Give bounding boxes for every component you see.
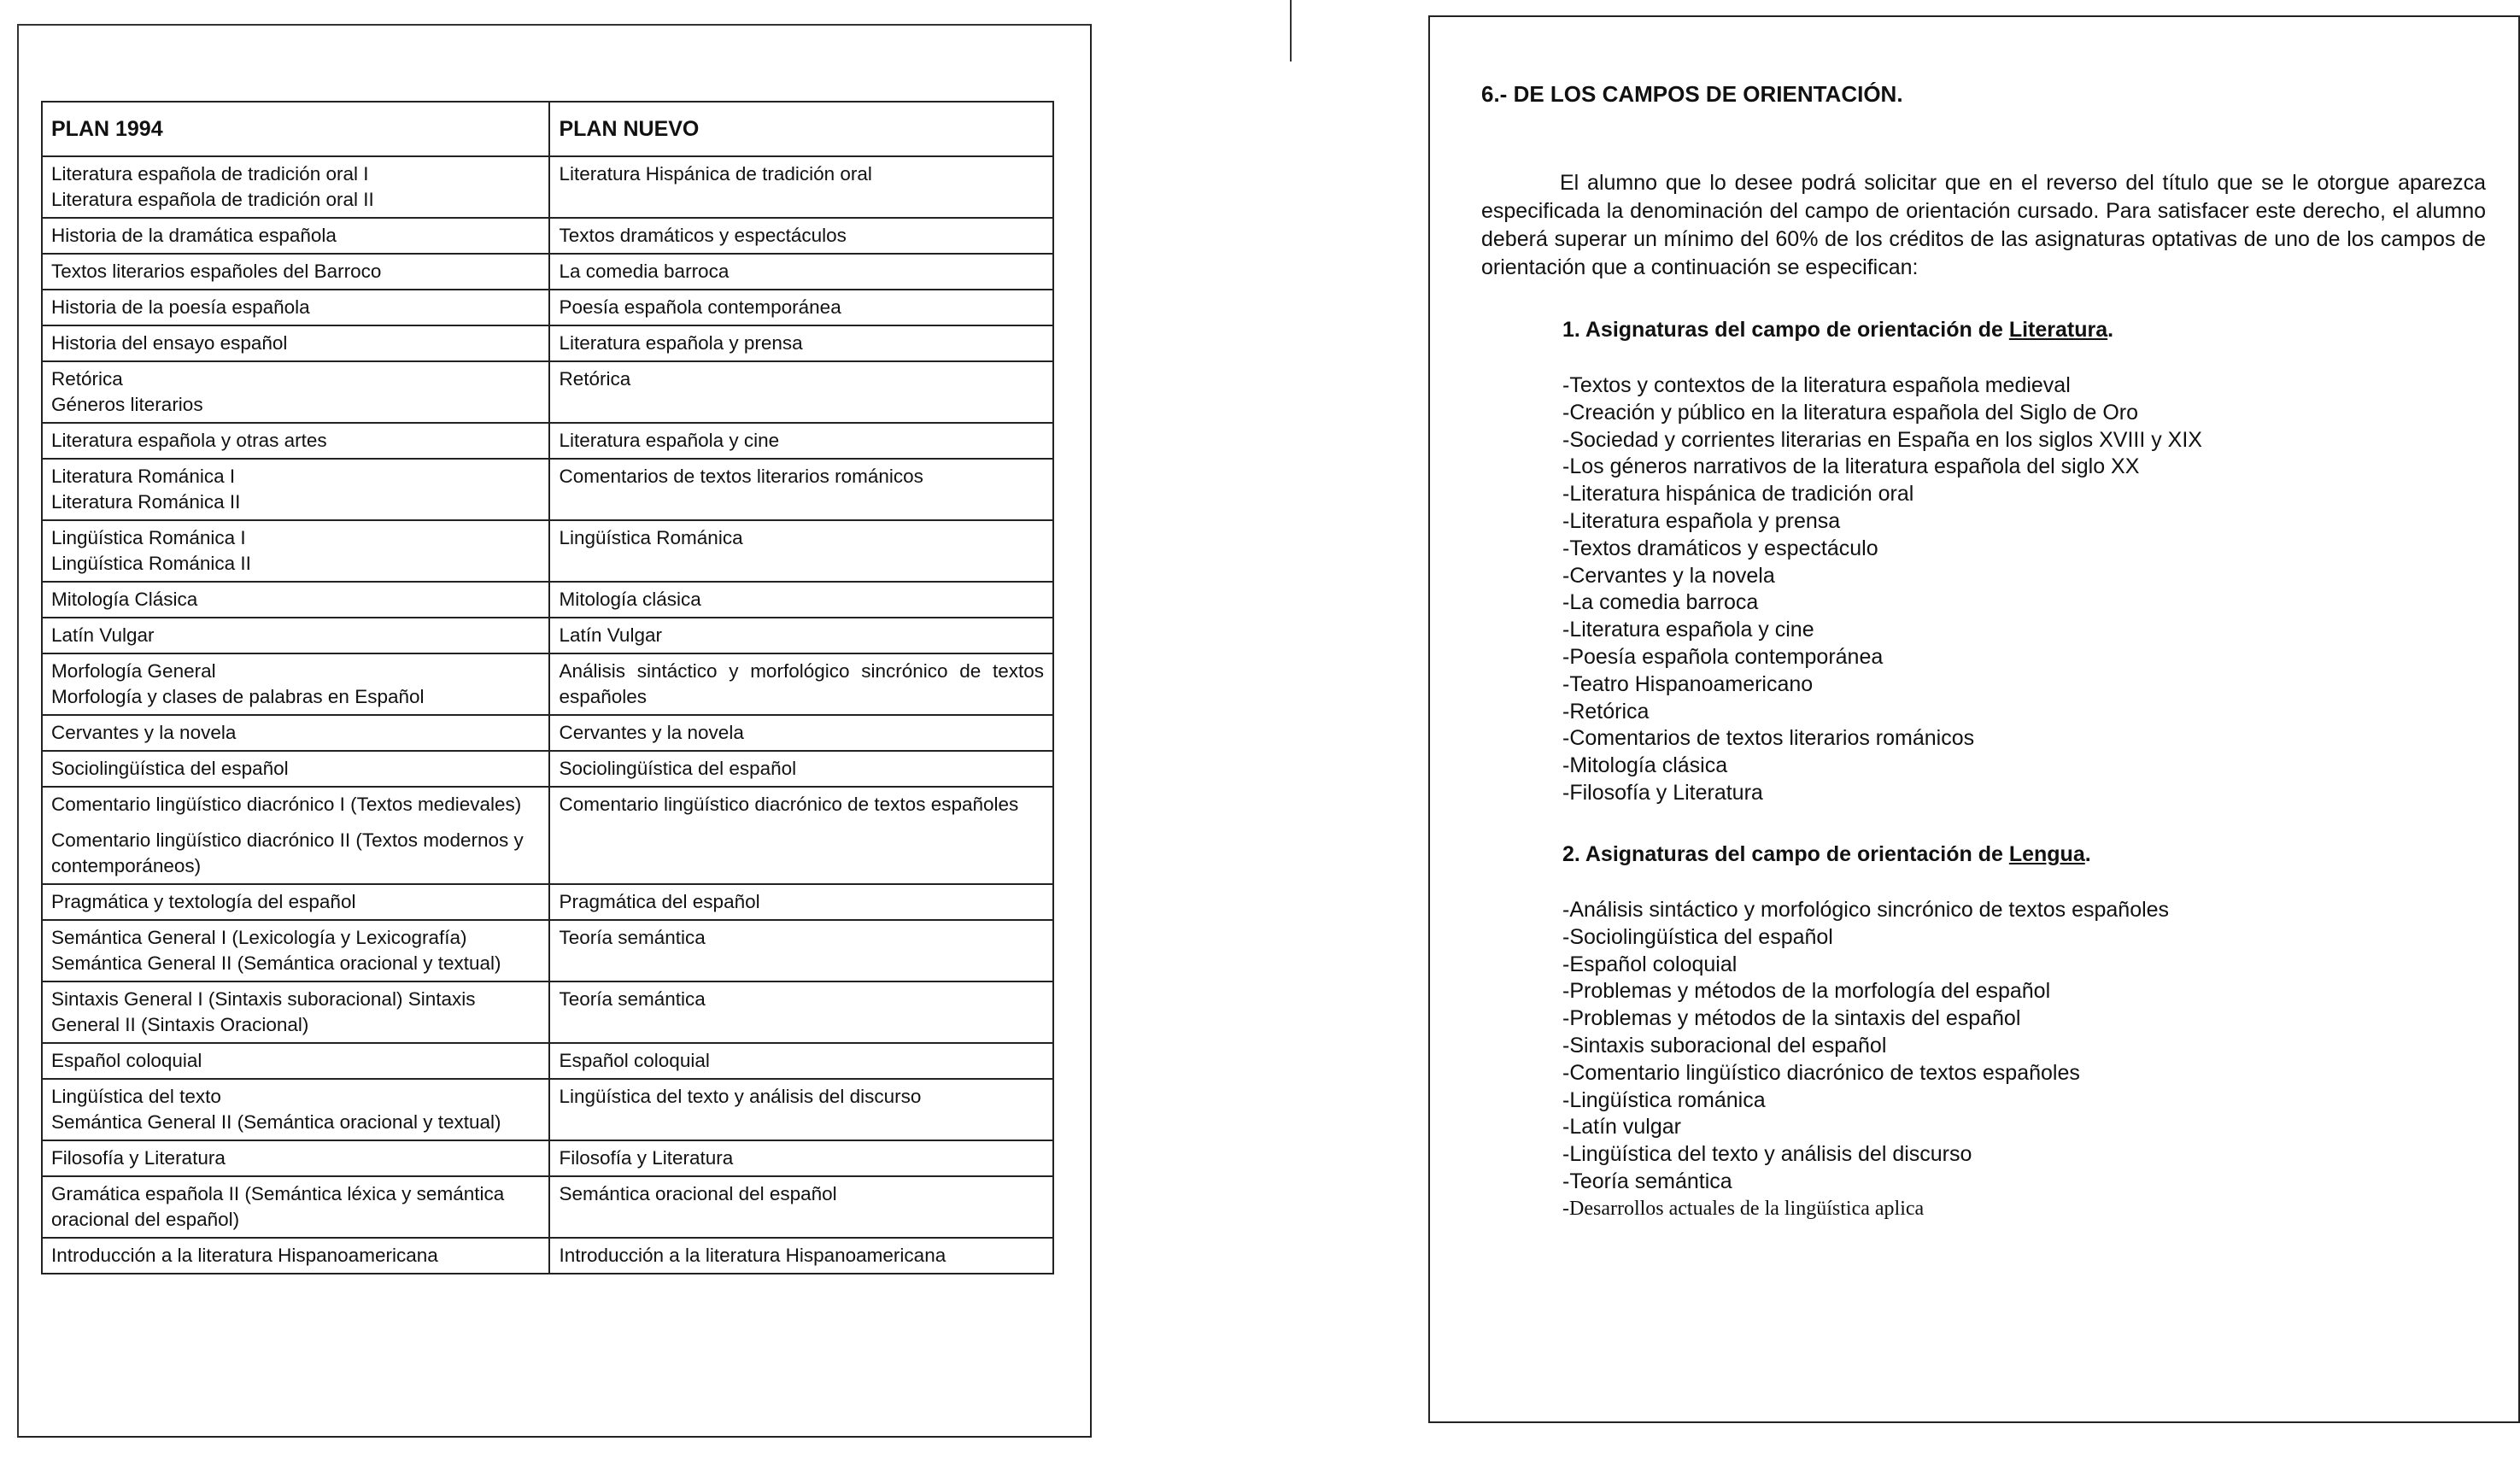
section-1-title-prefix: 1. Asignaturas del campo de orientación de [1562, 318, 2009, 342]
cell-line: Mitología Clásica [51, 589, 198, 610]
subject-item: -Literatura hispánica de tradición oral [1562, 482, 1914, 507]
table-row [42, 582, 1053, 618]
intro-paragraph [1481, 169, 2486, 282]
plan-nuevo-cell [549, 156, 1053, 218]
header-plan-1994: PLAN 1994 [42, 102, 549, 156]
plan-1994-cell [42, 653, 549, 715]
cell-line: Comentario lingüístico diacrónico II (Textos modernos y contemporáneos) [51, 829, 524, 876]
cell-line: Comentario lingüístico diacrónico de textos españoles [559, 794, 1019, 815]
plan-nuevo-cell [549, 1238, 1053, 1274]
table-row [42, 751, 1053, 787]
plan-nuevo-cell [549, 1176, 1053, 1238]
cell-line: Historia de la dramática española [51, 225, 337, 246]
table-row [42, 981, 1053, 1043]
cell-line: Literatura Románica II [51, 491, 241, 513]
subject-item: -Latín vulgar [1562, 1115, 1681, 1140]
plan-nuevo-cell [549, 618, 1053, 653]
cell-line: Teoría semántica [559, 988, 706, 1010]
plan-nuevo-cell [549, 884, 1053, 920]
plan-nuevo-cell [549, 582, 1053, 618]
cell-line: Filosofía y Literatura [51, 1147, 226, 1169]
cell-line: Sociolingüística del español [559, 758, 797, 779]
cell-line: Cervantes y la novela [559, 722, 744, 743]
plan-1994-cell [42, 981, 549, 1043]
cell-line: Morfología General [51, 660, 216, 682]
plan-1994-cell [42, 1238, 549, 1274]
table-row [42, 254, 1053, 290]
plan-nuevo-cell [549, 1079, 1053, 1140]
plan-1994-cell [42, 459, 549, 520]
subject-item: -Problemas y métodos de la sintaxis del español [1562, 1006, 2021, 1031]
table-row [42, 1043, 1053, 1079]
cell-line: Morfología y clases de palabras en Español [51, 686, 425, 707]
table-row [42, 618, 1053, 653]
plan-nuevo-cell [549, 787, 1053, 884]
plan-nuevo-cell [549, 981, 1053, 1043]
plan-1994-cell [42, 787, 549, 884]
plan-nuevo-cell [549, 1043, 1053, 1079]
cell-line: Semántica General II (Semántica oracional y textual) [51, 1111, 501, 1133]
subject-item: -Sociedad y corrientes literarias en España en los siglos XVIII y XIX [1562, 427, 2202, 452]
cell-line: Textos literarios españoles del Barroco [51, 261, 382, 282]
cell-line: Literatura española de tradición oral II [51, 189, 374, 210]
plan-1994-cell [42, 1176, 549, 1238]
table-header-row [42, 102, 1053, 156]
cell-spacer [51, 817, 540, 828]
subject-item: -Textos y contextos de la literatura española medieval [1562, 373, 2071, 397]
table-row [42, 290, 1053, 325]
subject-item: -Retórica [1562, 699, 1650, 724]
cell-line: Literatura Románica I [51, 466, 236, 487]
plan-nuevo-cell [549, 254, 1053, 290]
plan-1994-cell [42, 254, 549, 290]
plan-1994-cell [42, 920, 549, 981]
right-page [1428, 15, 2520, 1423]
plan-1994-cell [42, 751, 549, 787]
section-1-title-suffix: . [2107, 318, 2114, 342]
section-1-title [1562, 318, 2113, 343]
cell-line: Textos dramáticos y espectáculos [559, 225, 847, 246]
lengua-subject-list [1562, 897, 2169, 1223]
plan-1994-cell [42, 156, 549, 218]
plan-1994-cell [42, 884, 549, 920]
table-row [42, 423, 1053, 459]
cell-line: Comentario lingüístico diacrónico I (Textos medievales) [51, 794, 522, 815]
header-plan-nuevo: PLAN NUEVO [549, 102, 1053, 156]
cell-line: Sintaxis General I (Sintaxis suboracional) Sintaxis General II (Sintaxis Oracional) [51, 988, 476, 1035]
cell-line: Pragmática del español [559, 891, 760, 912]
subject-item: -Cervantes y la novela [1562, 563, 1775, 588]
cell-line: Latín Vulgar [51, 624, 155, 646]
plan-1994-cell [42, 290, 549, 325]
table-row [42, 1238, 1053, 1274]
cell-line: La comedia barroca [559, 261, 730, 282]
plan-1994-cell [42, 715, 549, 751]
table-row [42, 459, 1053, 520]
plan-nuevo-cell [549, 520, 1053, 582]
subject-item: -Problemas y métodos de la morfología del español [1562, 979, 2051, 1004]
intro-text: El alumno que lo desee podrá solicitar que en el reverso del título que se le otorgue aparezca especificada la denominación del campo de orientación cursado. Para satisfacer este derecho, el alumno deberá superar un mínimo del 60% de los créditos de las asignaturas optativas de uno de los campos de orientación que a continuación se especifican: [1481, 171, 2486, 279]
cell-line: Semántica oracional del español [559, 1183, 837, 1204]
subject-item: -Análisis sintáctico y morfológico sincrónico de textos españoles [1562, 898, 2170, 922]
plan-nuevo-cell [549, 218, 1053, 254]
subject-item: -Teatro Hispanoamericano [1562, 671, 1814, 696]
plan-nuevo-cell [549, 290, 1053, 325]
subject-item: -Desarrollos actuales de la lingüística aplica [1562, 1197, 1925, 1220]
scan-mark [1290, 0, 1292, 62]
cell-line: Literatura española y otras artes [51, 430, 327, 451]
cell-line: Español coloquial [559, 1050, 710, 1071]
subject-item: -Literatura española y cine [1562, 618, 1814, 642]
cell-line: Latín Vulgar [559, 624, 662, 646]
left-page [17, 24, 1092, 1438]
plan-nuevo-cell [549, 751, 1053, 787]
table-row [42, 361, 1053, 423]
subject-item: -Comentarios de textos literarios románicos [1562, 726, 1975, 751]
subject-item: -Mitología clásica [1562, 753, 1728, 778]
cell-line: Pragmática y textología del español [51, 891, 356, 912]
subject-item: -Español coloquial [1562, 952, 1738, 976]
section-2-title-suffix: . [2084, 842, 2091, 866]
plan-1994-cell [42, 618, 549, 653]
cell-line: Retórica [51, 368, 123, 390]
table-row [42, 156, 1053, 218]
subject-item: -Sintaxis suboracional del español [1562, 1033, 1887, 1058]
cell-line: Teoría semántica [559, 927, 706, 948]
plan-nuevo-cell [549, 361, 1053, 423]
table-row [42, 884, 1053, 920]
table-row [42, 1140, 1053, 1176]
plan-1994-cell [42, 423, 549, 459]
cell-line: Comentarios de textos literarios románicos [559, 466, 923, 487]
subject-item: -Creación y público en la literatura española del Siglo de Oro [1562, 400, 2138, 425]
plan-1994-cell [42, 1043, 549, 1079]
subject-item: -Filosofía y Literatura [1562, 780, 1763, 805]
plan-comparison-table [41, 101, 1054, 1274]
subject-item: -Teoría semántica [1562, 1169, 1732, 1193]
table-row [42, 715, 1053, 751]
plan-1994-cell [42, 218, 549, 254]
section-1-title-field: Literatura [2008, 318, 2108, 342]
cell-line: Historia del ensayo español [51, 332, 288, 354]
cell-line: Literatura Hispánica de tradición oral [559, 163, 872, 185]
cell-line: Retórica [559, 368, 631, 390]
cell-line: Historia de la poesía española [51, 296, 310, 318]
cell-line: Géneros literarios [51, 394, 203, 415]
section-2-title-field: Lengua [2008, 842, 2085, 866]
cell-line: Introducción a la literatura Hispanoamericana [51, 1245, 438, 1266]
subject-item: -Textos dramáticos y espectáculo [1562, 536, 1878, 560]
plan-nuevo-cell [549, 325, 1053, 361]
plan-nuevo-cell [549, 920, 1053, 981]
table-row [42, 218, 1053, 254]
literatura-subject-list [1562, 372, 2202, 807]
table-row [42, 653, 1053, 715]
cell-line: Literatura española y prensa [559, 332, 803, 354]
subject-item: -Lingüística del texto y análisis del discurso [1562, 1142, 1972, 1167]
subject-item: -Poesía española contemporánea [1562, 644, 1884, 669]
plan-nuevo-cell [549, 653, 1053, 715]
table-row [42, 787, 1053, 884]
table-row [42, 520, 1053, 582]
plan-1994-cell [42, 582, 549, 618]
cell-line: Poesía española contemporánea [559, 296, 841, 318]
cell-line: Introducción a la literatura Hispanoamericana [559, 1245, 946, 1266]
plan-nuevo-cell [549, 715, 1053, 751]
plan-1994-cell [42, 325, 549, 361]
cell-line: Español coloquial [51, 1050, 202, 1071]
plan-nuevo-cell [549, 459, 1053, 520]
plan-nuevo-cell [549, 1140, 1053, 1176]
cell-line: Literatura española de tradición oral I [51, 163, 369, 185]
section-2-title [1562, 842, 2091, 867]
cell-line: Sociolingüística del español [51, 758, 289, 779]
plan-1994-cell [42, 1140, 549, 1176]
table-row [42, 1079, 1053, 1140]
cell-line: Lingüística Románica [559, 527, 743, 548]
cell-line: Análisis sintáctico y morfológico sincrónico de textos españoles [559, 660, 1044, 707]
plan-1994-cell [42, 361, 549, 423]
cell-line: Semántica General II (Semántica oracional y textual) [51, 952, 501, 974]
plan-1994-cell [42, 520, 549, 582]
cell-line: Lingüística Románica II [51, 553, 251, 574]
plan-nuevo-cell [549, 423, 1053, 459]
table-row [42, 325, 1053, 361]
subject-item: -Los géneros narrativos de la literatura española del siglo XX [1562, 454, 2140, 479]
subject-item: -Comentario lingüístico diacrónico de textos españoles [1562, 1060, 2080, 1085]
table-row [42, 1176, 1053, 1238]
table-row [42, 920, 1053, 981]
cell-line: Literatura española y cine [559, 430, 780, 451]
subject-item: -La comedia barroca [1562, 590, 1759, 615]
subject-item: -Lingüística románica [1562, 1087, 1766, 1112]
subject-item: -Sociolingüística del español [1562, 924, 1833, 949]
cell-line: Filosofía y Literatura [559, 1147, 734, 1169]
cell-line: Lingüística del texto y análisis del discurso [559, 1086, 922, 1107]
section-2-title-prefix: 2. Asignaturas del campo de orientación de [1562, 842, 2009, 866]
cell-line: Mitología clásica [559, 589, 701, 610]
table-body [42, 156, 1053, 1274]
cell-line: Lingüística Románica I [51, 527, 246, 548]
subject-item: -Literatura española y prensa [1562, 508, 1841, 533]
cell-line: Gramática española II (Semántica léxica y semántica oracional del español) [51, 1183, 505, 1230]
section-heading: 6.- DE LOS CAMPOS DE ORIENTACIÓN. [1481, 81, 1903, 107]
cell-line: Semántica General I (Lexicología y Lexicografía) [51, 927, 467, 948]
cell-line: Lingüística del texto [51, 1086, 221, 1107]
plan-1994-cell [42, 1079, 549, 1140]
cell-line: Cervantes y la novela [51, 722, 237, 743]
